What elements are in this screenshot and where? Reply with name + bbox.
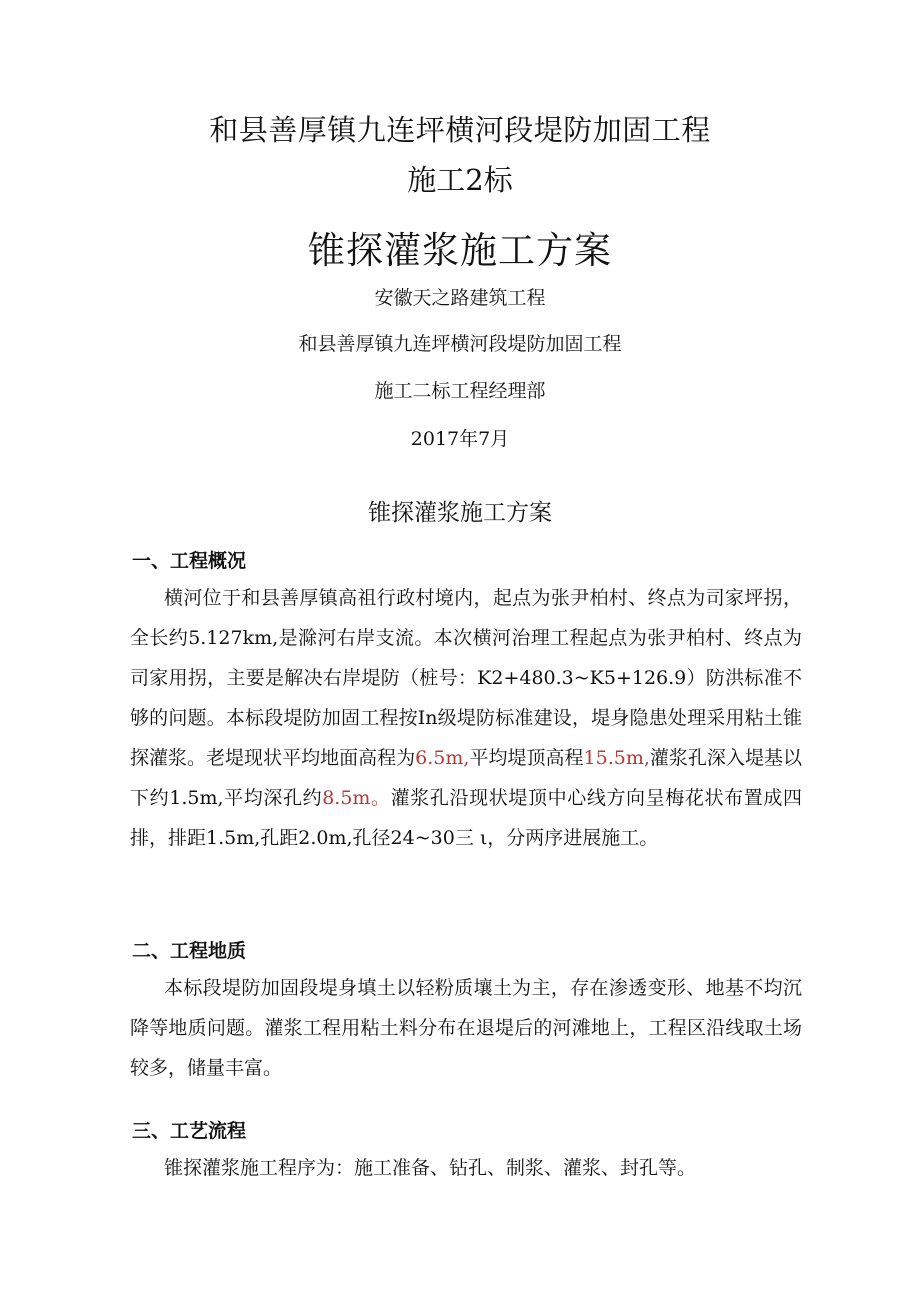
section-heading-overview: 一、工程概况 (132, 550, 247, 572)
paragraph-geology: 本标段堤防加固段堤身填土以轻粉质壤土为主，存在渗透变形、地基不均沉降等地质问题。灌浆工程用粘土料分布在退堤后的河滩地上，工程区沿线取土场较多，储量丰富。 (130, 977, 802, 1079)
document-main-title: 锥探灌浆施工方案 (308, 229, 612, 272)
hole-depth-value: 8.5m。 (322, 787, 391, 809)
project-name: 和县善厚镇九连坪横河段堤防加固工程 (298, 333, 622, 355)
section-subtitle: 锥探灌浆施工方案 (368, 500, 552, 526)
organization-name: 安徽天之路建筑工程 (374, 287, 546, 309)
ground-elevation-value: 6.5m, (415, 747, 470, 769)
document-title-line1: 和县善厚镇九连坪横河段堤防加固工程 (209, 113, 711, 147)
overview-text-c: 灌浆孔深入堤基以下约1.5m,平均深孔约 (130, 747, 802, 809)
crest-elevation-value: 15.5m, (583, 747, 650, 769)
overview-text-b: 平均堤顶高程 (469, 747, 584, 769)
overview-text-a: 横河位于和县善厚镇高祖行政村境内，起点为张尹柏村、终点为司家坪拐，全长约5.127km,是滁河右岸支流。本次横河治理工程起点为张尹柏村、终点为司家用拐，主要是解决右岸堤防（桩号：K2+480.3~K5+126.9）防洪标准不够的问题。本标段堤防加固工程按In级堤防标准建设，堤身隐患处理采用粘土锥探灌浆。老堤现状平均地面高程为 (130, 587, 802, 769)
document-date: 2017年7月 (410, 428, 510, 450)
paragraph-process: 锥探灌浆施工程序为：施工准备、钻孔、制浆、灌浆、封孔等。 (164, 1157, 697, 1179)
section-heading-process: 三、工艺流程 (132, 1120, 247, 1142)
section-heading-geology: 二、工程地质 (132, 940, 247, 962)
overview-text-d: 灌浆孔沿现状堤顶中心线方向呈梅花状布置成四排，排距1.5m,孔距2.0m,孔径24~30三 ι，分两序进展施工。 (130, 787, 802, 849)
department-name: 施工二标工程经理部 (374, 380, 546, 402)
document-title-line2: 施工2标 (407, 163, 513, 197)
paragraph-overview (130, 578, 802, 858)
